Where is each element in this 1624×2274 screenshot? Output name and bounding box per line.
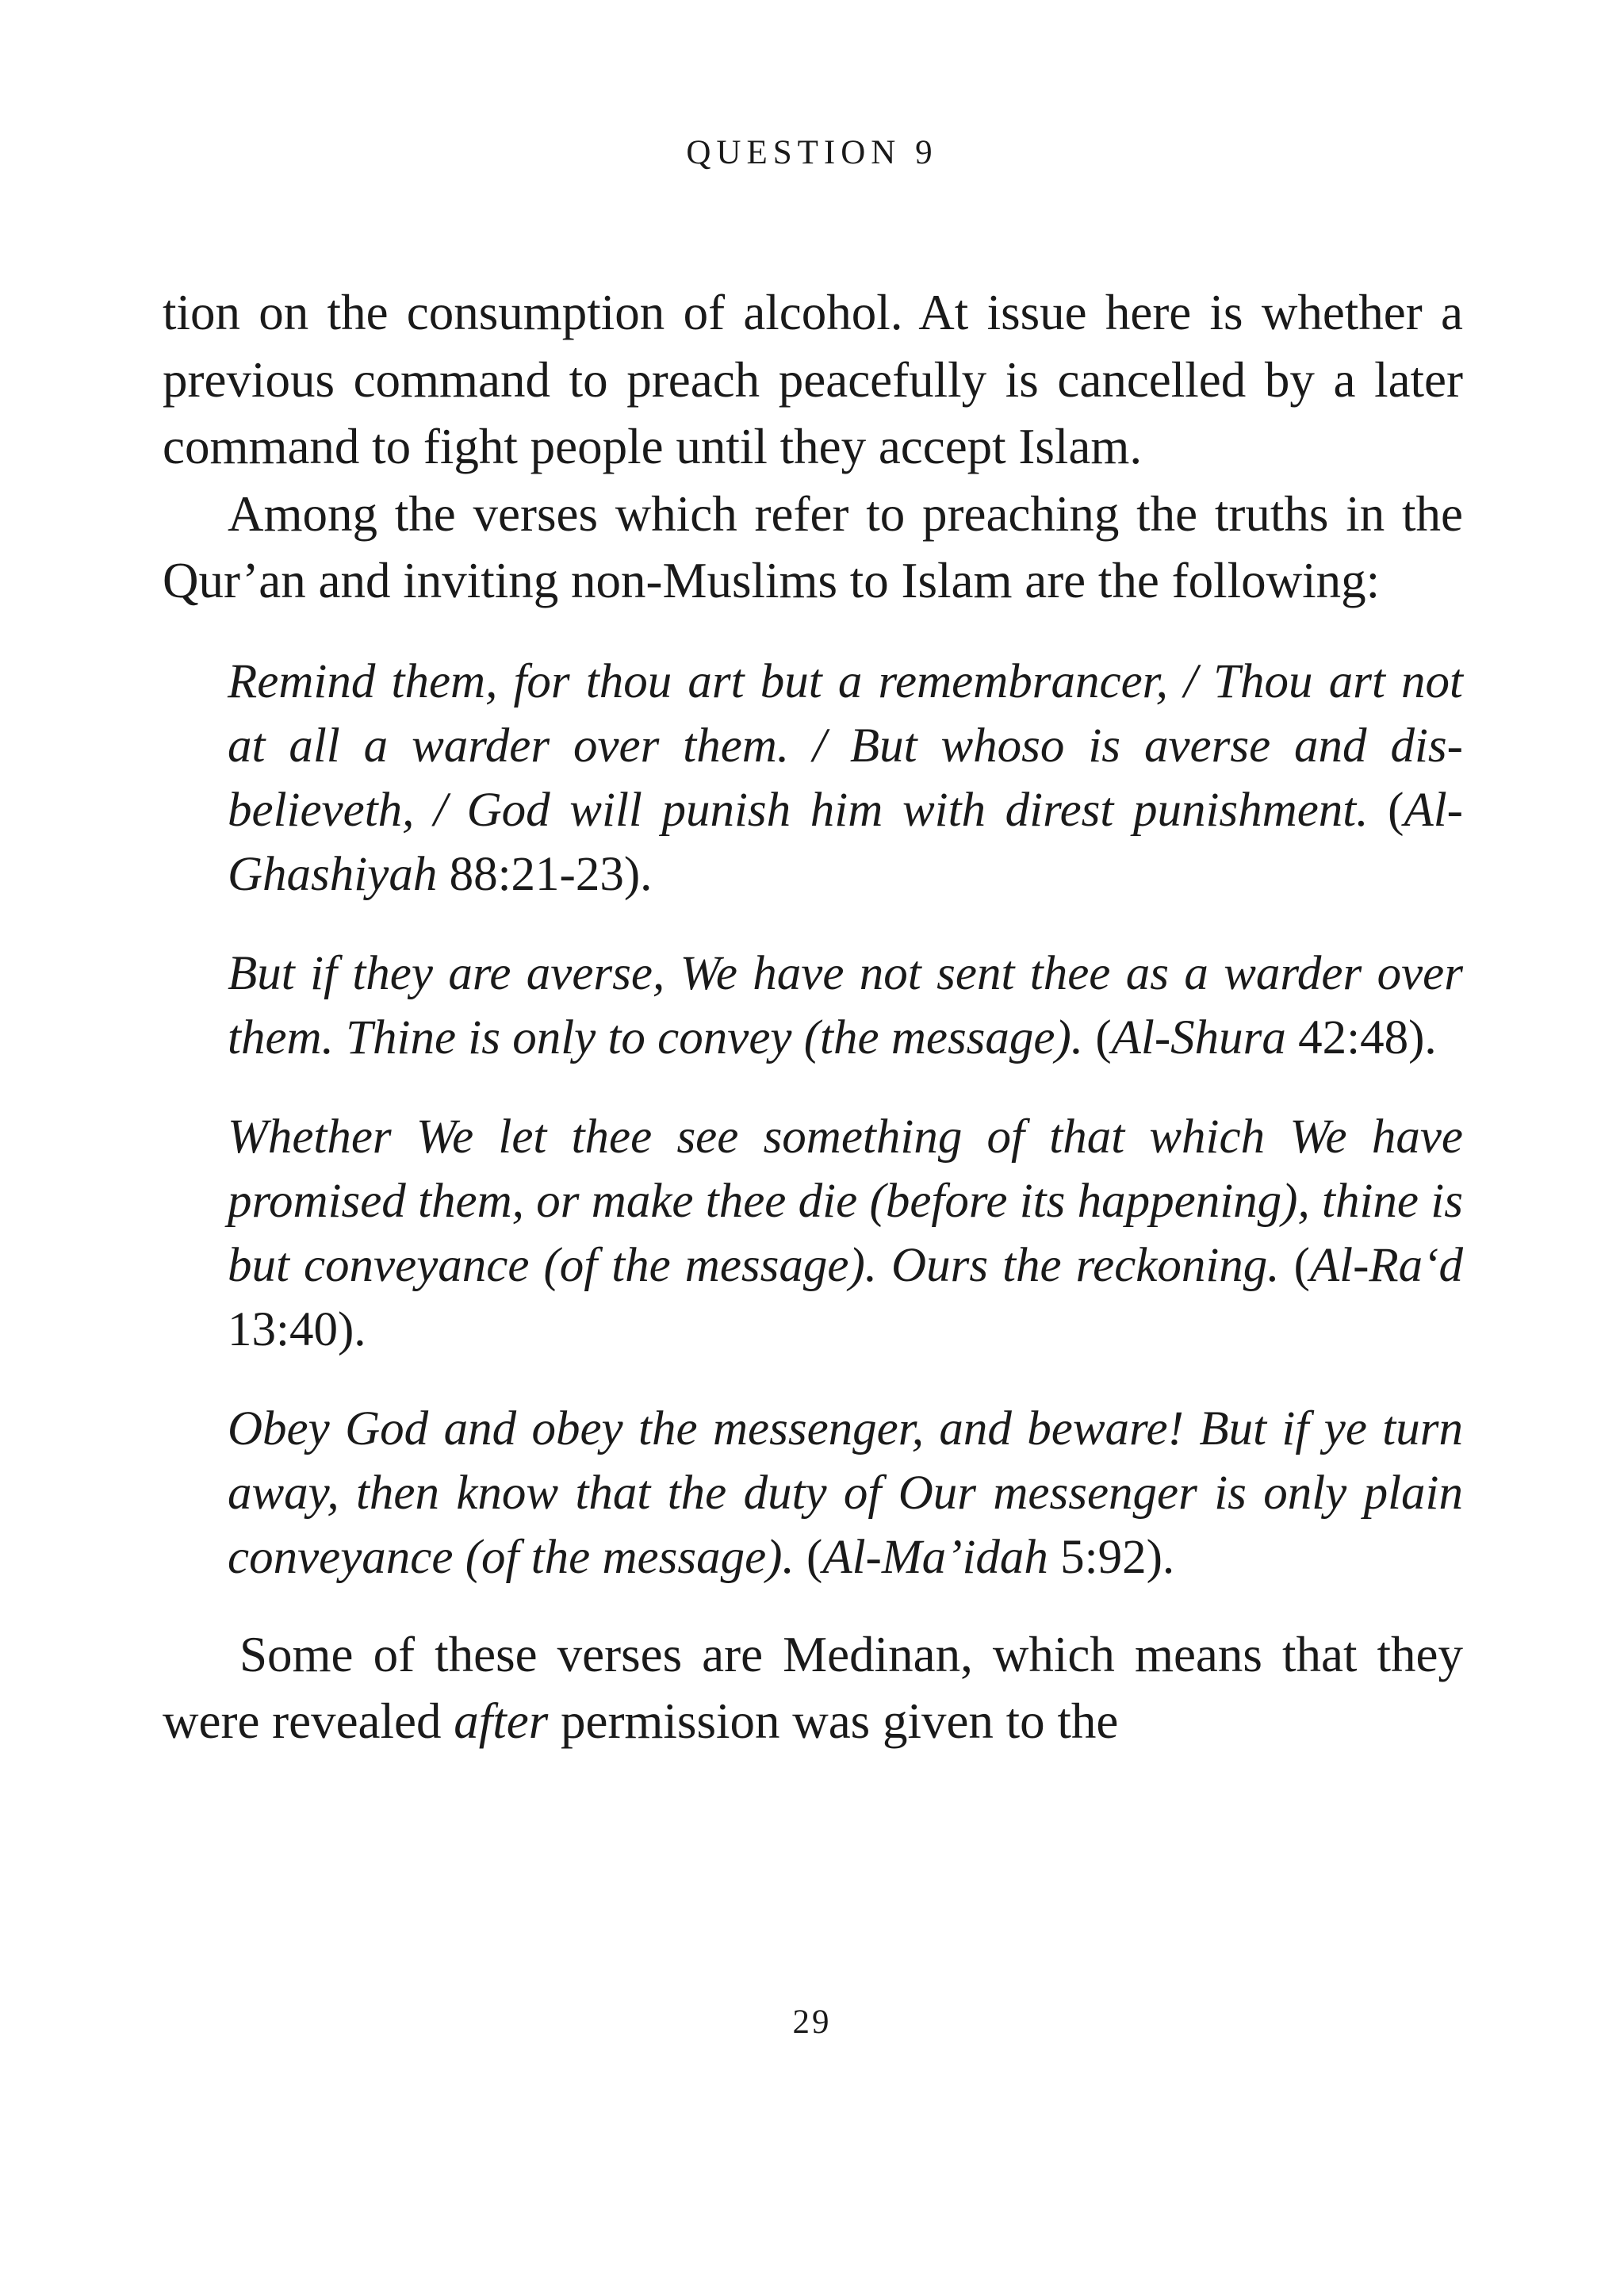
verse-quote-maidah	[228, 1397, 1463, 1589]
verse-quote-shura	[228, 941, 1463, 1070]
verse-quote-ghashiyah	[228, 650, 1463, 907]
verse-text: Whether We let thee see something of that which We have promised them, or make thee die (before its happening), thine is but conveyance (of the message). Ours the reckoning.	[228, 1110, 1463, 1292]
verse-reference-number: 5:92).	[1048, 1530, 1175, 1584]
verse-quote-rad	[228, 1105, 1463, 1362]
verse-reference-number: 88:21-23).	[437, 847, 653, 901]
verse-reference-surah: Al-Ma’idah	[822, 1530, 1048, 1584]
verse-reference-number: 13:40).	[228, 1302, 366, 1356]
verse-reference-surah: Al-Ghashiyah	[228, 783, 1463, 901]
verse-reference-surah: Al-Shura	[1111, 1010, 1286, 1064]
paragraph-continuation: tion on the consumption of alcohol. At issue here is whether a previous command to preach peacefully is cancelled by a later command to fight people until they accept Islam.	[163, 285, 1463, 474]
verse-reference-open: (	[1368, 783, 1404, 837]
paragraph-intro: Among the verses which refer to preaching the truths in the Qur’an and inviting non-Muslims to Islam are the following:	[163, 485, 1463, 608]
verse-reference-open: (	[1279, 1238, 1310, 1292]
verse-text: Obey God and obey the messenger, and beware! But if ye turn away, then know that the duty of Our messenger is only plain conveyance (of the message).	[228, 1402, 1463, 1584]
paragraph-text: Some of these verses are Medinan, which means that they were revealed	[163, 1626, 1463, 1749]
page-body	[163, 279, 1463, 1755]
verse-text: Remind them, for thou art but a remembrancer, / Thou art not at all a warder over them. / But whoso is averse and disbelieveth, / God will punish him with direst punishment.	[228, 654, 1463, 837]
verse-reference-open: (	[794, 1530, 823, 1584]
page-number: 29	[792, 2004, 832, 2041]
running-head: QUESTION 9	[686, 134, 938, 171]
paragraph-text-end: permission was given to the	[548, 1693, 1119, 1749]
verse-reference-open: (	[1083, 1010, 1112, 1064]
verse-reference-surah: Al-Ra‘d	[1309, 1238, 1463, 1292]
emphasis-after: after	[454, 1693, 549, 1749]
paragraph-medinan	[163, 1621, 1463, 1755]
verse-reference-number: 42:48).	[1285, 1010, 1437, 1064]
verse-text: But if they are averse, We have not sent thee as a warder over them. Thine is only to convey (the message).	[228, 946, 1463, 1064]
